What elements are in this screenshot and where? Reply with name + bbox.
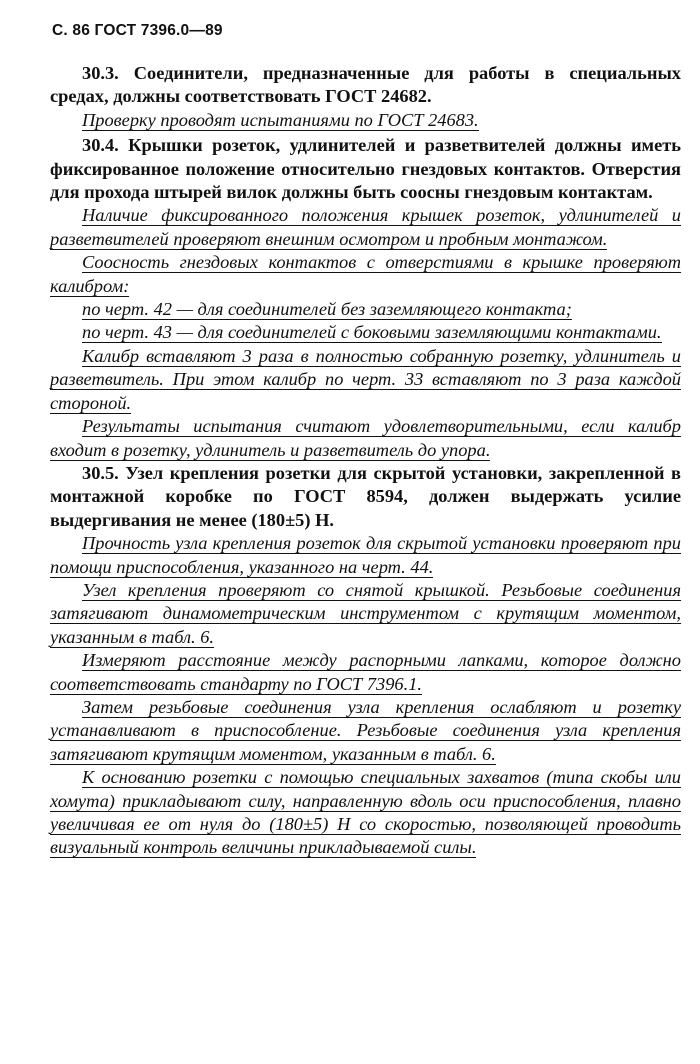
paragraph-30-5: 30.5. Узел крепления розетки для скрытой установки, закрепленной в монтажной коробке по ГОСТ 8594, должен выдержать усилие выдергивания не менее (180±5) Н.	[50, 462, 681, 530]
paragraph-text: К основанию розетки с помощью специальных захватов (типа скобы или хомута) прикладывают силу, направленную вдоль оси приспособления, плавно увеличивая ее от нуля до (180±5) Н со скоростью, позволяющей проводить визуальный контроль величины прикладываемой силы.	[50, 767, 681, 858]
paragraph-text: Результаты испытания считают удовлетворительными, если калибр входит в розетку, удлинитель и разветвитель до упора.	[50, 416, 681, 460]
paragraph-30-4: 30.4. Крышки розеток, удлинителей и разветвителей должны иметь фиксированное положение относительно гнездовых контактов. Отверстия для прохода штырей вилок должны быть соосны гнездовым контактам.	[50, 135, 681, 203]
paragraph-30-5-check-4	[50, 696, 681, 766]
paragraph-text: Наличие фиксированного положения крышек розеток, удлинителей и разветвителей проверяют внешним осмотром и пробным монтажом.	[50, 205, 681, 249]
paragraph-text: по черт. 42 — для соединителей без заземляющего контакта;	[82, 299, 572, 320]
paragraph-text: Соосность гнездовых контактов с отверстиями в крышке проверяют калибром:	[50, 252, 681, 296]
paragraph-text: Измеряют расстояние между распорными лапками, которое должно соответствовать стандарту по ГОСТ 7396.1.	[50, 650, 681, 694]
paragraph-30-4-check-3	[50, 345, 681, 415]
paragraph-30-5-check-3	[50, 649, 681, 696]
paragraph-text: Узел крепления проверяют со снятой крышкой. Резьбовые соединения затягивают динамометрическим инструментом с крутящим моментом, указанным в табл. 6.	[50, 579, 681, 647]
paragraph-30-4-item-42	[50, 298, 681, 321]
document-body	[50, 62, 681, 860]
paragraph-text: Проверку проводят испытаниями по ГОСТ 24683.	[82, 109, 479, 130]
paragraph-30-3: 30.3. Соединители, предназначенные для работы в специальных средах, должны соответствовать ГОСТ 24682.	[50, 63, 681, 107]
paragraph-30-4-result	[50, 415, 681, 462]
paragraph-30-5-check-5	[50, 766, 681, 860]
paragraph-text: Калибр вставляют 3 раза в полностью собранную розетку, удлинитель и разветвитель. При этом калибр по черт. 33 вставляют по 3 раза каждой стороной.	[50, 345, 681, 413]
paragraph-30-5-check-1	[50, 532, 681, 579]
paragraph-30-4-item-43	[50, 321, 681, 344]
paragraph-30-3-check	[50, 109, 681, 132]
paragraph-30-4-check-1	[50, 204, 681, 251]
paragraph-30-5-check-2	[50, 579, 681, 649]
paragraph-30-4-check-2	[50, 251, 681, 298]
paragraph-text: Затем резьбовые соединения узла крепления ослабляют и розетку устанавливают в приспособление. Резьбовые соединения узла крепления затягивают крутящим моментом, указанным в табл. 6.	[50, 696, 681, 764]
paragraph-text: Прочность узла крепления розеток для скрытой установки проверяют при помощи приспособления, указанного на черт. 44.	[50, 533, 681, 577]
page-header: С. 86 ГОСТ 7396.0—89	[52, 22, 223, 39]
paragraph-text: по черт. 43 — для соединителей с боковыми заземляющими контактами.	[82, 322, 662, 343]
